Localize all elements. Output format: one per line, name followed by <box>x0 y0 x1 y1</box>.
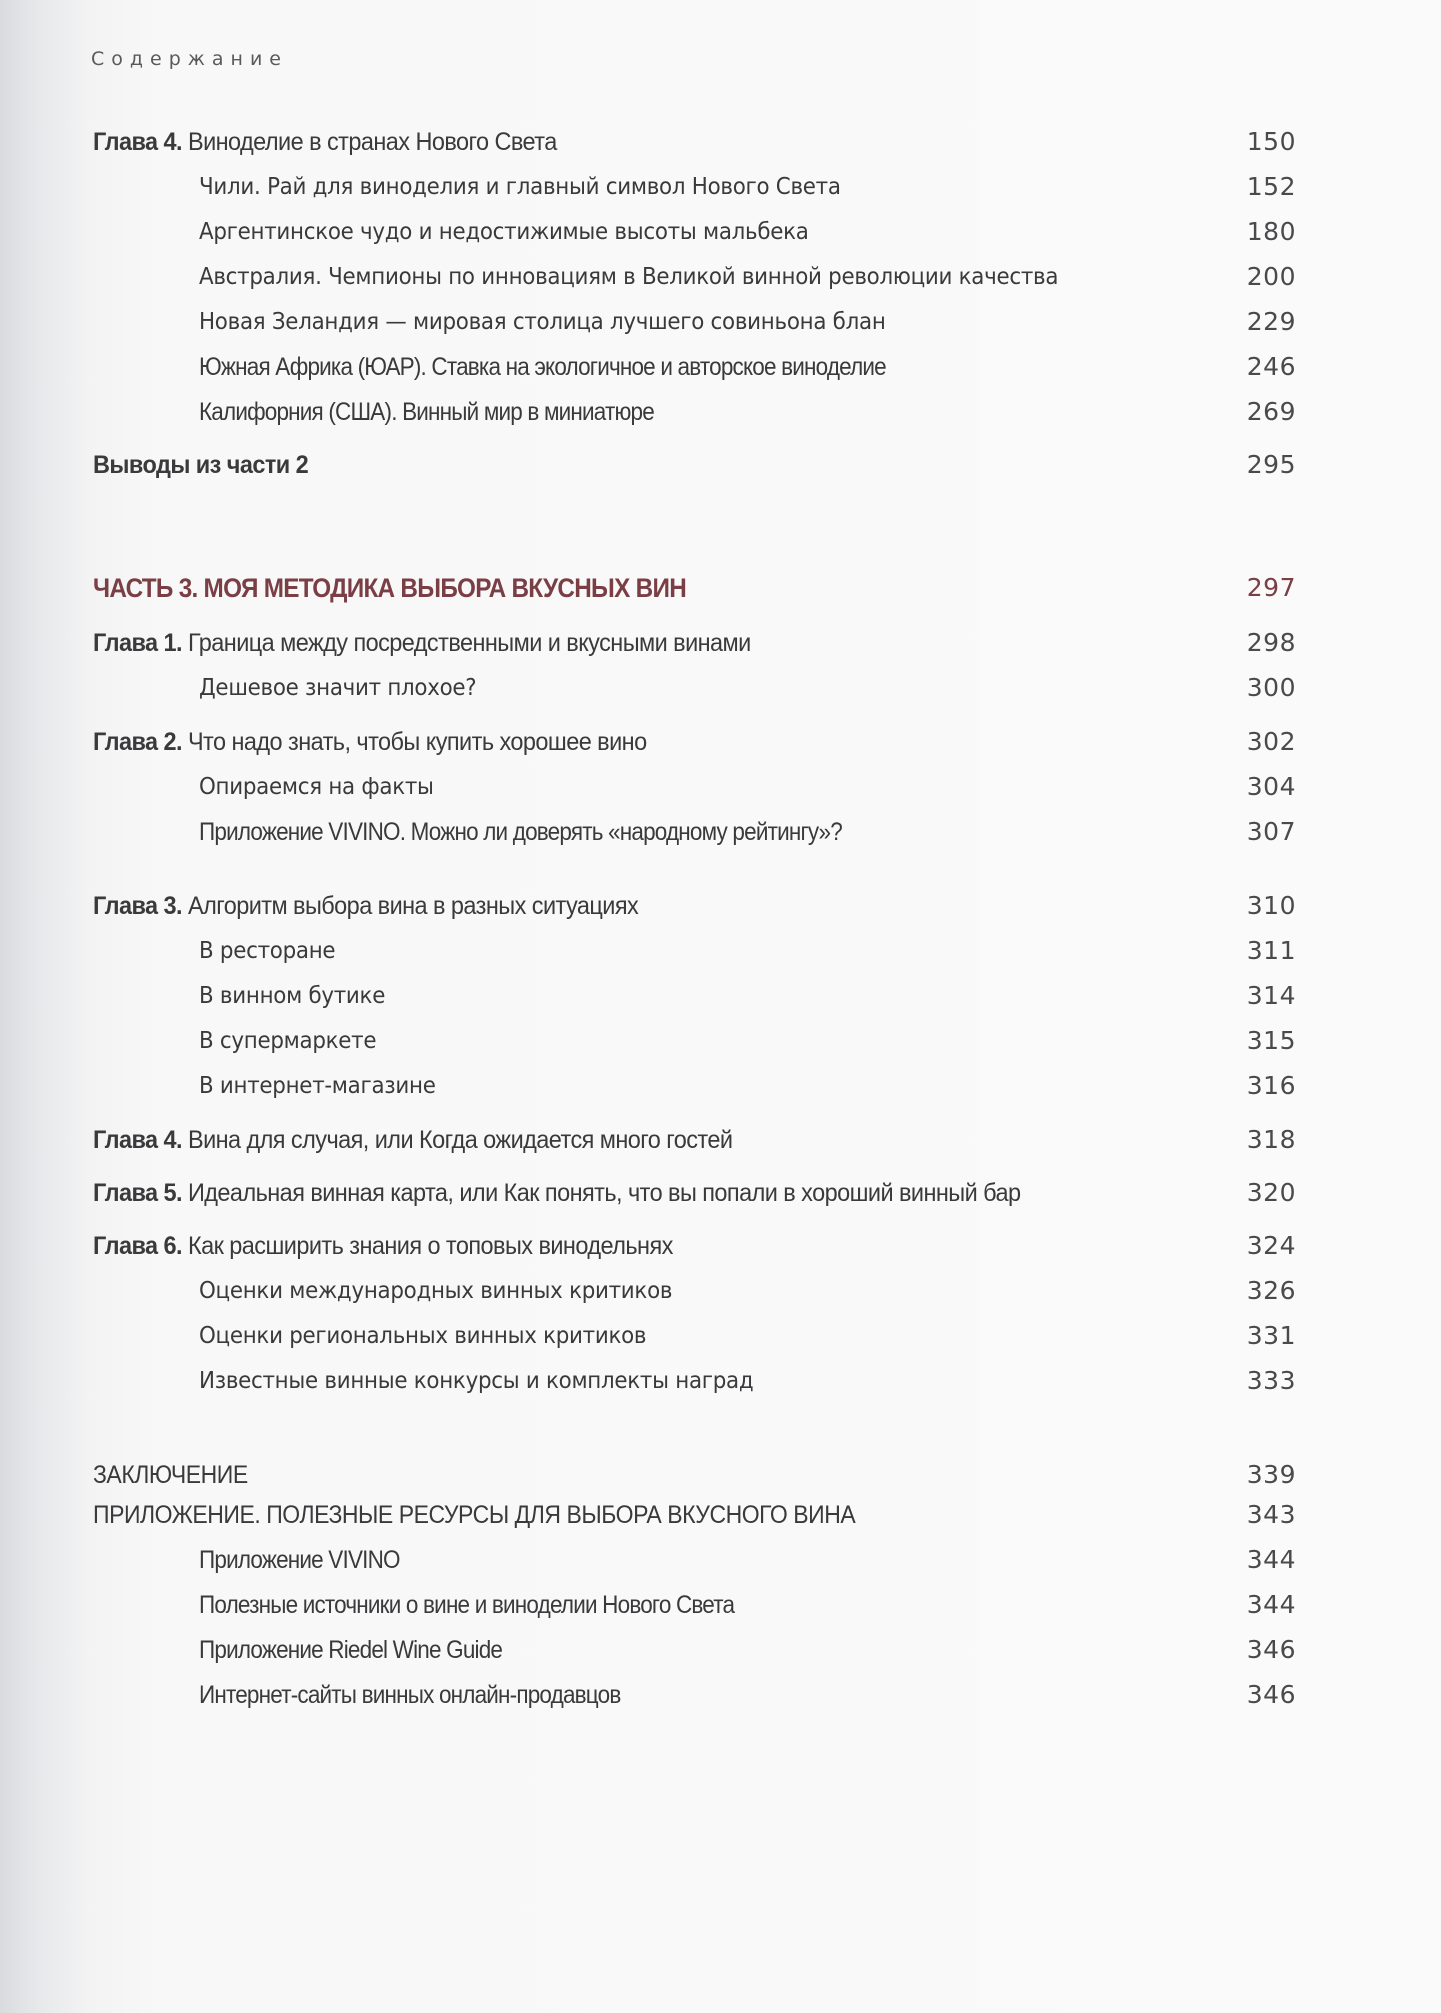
entry-text: Полезные источники о вине и виноделии Нового Света <box>199 1591 735 1619</box>
toc-entry[interactable] <box>0 1068 1441 1104</box>
toc-entry[interactable] <box>0 1542 1441 1578</box>
chapter-label: Глава 4. <box>93 128 182 156</box>
entry-text: В интернет-магазине <box>199 1073 436 1099</box>
toc-entry[interactable] <box>0 394 1441 430</box>
entry-text: Дешевое значит плохое? <box>199 675 477 701</box>
toc-entry-title <box>93 447 308 483</box>
entry-text: Известные винные конкурсы и комплекты наград <box>199 1368 754 1394</box>
toc-entry-title <box>199 1363 753 1399</box>
page-number: 316 <box>1246 1071 1296 1100</box>
toc-entry-title <box>199 1677 620 1713</box>
toc-entry-title <box>199 1587 734 1623</box>
page-number: 333 <box>1246 1366 1296 1395</box>
toc-entry-title <box>199 814 842 850</box>
toc-entry[interactable] <box>0 933 1441 969</box>
entry-text: Интернет-сайты винных онлайн-продавцов <box>199 1681 621 1709</box>
toc-entry-title <box>199 1318 646 1354</box>
toc-entry[interactable] <box>0 814 1441 850</box>
toc-entry-title <box>199 933 335 969</box>
toc-entry[interactable] <box>0 1632 1441 1668</box>
entry-text: В ресторане <box>199 938 336 964</box>
toc-entry[interactable] <box>0 259 1441 295</box>
toc-entry[interactable] <box>0 769 1441 805</box>
entry-text: Приложение VIVINO <box>199 1546 400 1574</box>
toc-entry-title <box>93 1497 855 1533</box>
entry-text: Приложение VIVINO. Можно ли доверять «народному рейтингу»? <box>199 818 842 846</box>
page-number: 314 <box>1246 981 1296 1010</box>
entry-text: Граница между посредственными и вкусными винами <box>187 629 751 657</box>
chapter-label: Глава 4. <box>93 1126 182 1154</box>
entry-text: Вина для случая, или Когда ожидается много гостей <box>187 1126 733 1154</box>
toc-entry-title <box>93 1228 673 1264</box>
toc-entry-title <box>199 670 476 706</box>
entry-text: Приложение Riedel Wine Guide <box>199 1636 503 1664</box>
page-number: 318 <box>1246 1125 1296 1154</box>
page-number: 295 <box>1246 450 1296 479</box>
toc-entry-title <box>199 169 841 205</box>
toc-entry[interactable] <box>0 349 1441 385</box>
toc-entry-title <box>199 1632 502 1668</box>
toc-entry[interactable] <box>0 1122 1441 1158</box>
entry-text: ЗАКЛЮЧЕНИЕ <box>93 1461 248 1489</box>
toc-entry[interactable] <box>0 447 1441 483</box>
page-number: 339 <box>1246 1460 1296 1489</box>
page-number: 324 <box>1246 1231 1296 1260</box>
page-number: 269 <box>1246 397 1296 426</box>
toc-entry-title <box>199 1542 400 1578</box>
entry-text: ЧАСТЬ 3. МОЯ МЕТОДИКА ВЫБОРА ВКУСНЫХ ВИН <box>93 573 687 603</box>
toc-entry-title <box>93 1175 1021 1211</box>
toc-entry[interactable] <box>0 1363 1441 1399</box>
toc-entry[interactable] <box>0 1175 1441 1211</box>
toc-entry[interactable] <box>0 888 1441 924</box>
page-number: 346 <box>1246 1680 1296 1709</box>
toc-entry[interactable] <box>0 169 1441 205</box>
page-number: 229 <box>1246 307 1296 336</box>
entry-text: Алгоритм выбора вина в разных ситуациях <box>187 892 639 920</box>
toc-entry[interactable] <box>0 304 1441 340</box>
entry-text: Как расширить знания о топовых винодельнях <box>187 1232 673 1260</box>
page-number: 343 <box>1246 1500 1296 1529</box>
toc-entry-title <box>93 570 686 606</box>
toc-entry-title <box>199 214 809 250</box>
toc-entry[interactable] <box>0 724 1441 760</box>
toc-entry[interactable] <box>0 1023 1441 1059</box>
page-number: 302 <box>1246 727 1296 756</box>
page-number: 310 <box>1246 891 1296 920</box>
toc-entry-title <box>199 978 385 1014</box>
entry-text: В винном бутике <box>199 983 386 1009</box>
toc-entry-title <box>93 1122 732 1158</box>
page-number: 315 <box>1246 1026 1296 1055</box>
toc-entry-title <box>199 1068 436 1104</box>
toc-entry-title <box>199 1023 376 1059</box>
chapter-label: Глава 2. <box>93 728 182 756</box>
toc-part-heading[interactable] <box>0 570 1441 606</box>
entry-text: Южная Африка (ЮАР). Ставка на экологичное и авторское виноделие <box>199 353 886 381</box>
entry-text: Идеальная винная карта, или Как понять, что вы попали в хороший винный бар <box>187 1179 1021 1207</box>
page-number: 200 <box>1246 262 1296 291</box>
toc-entry[interactable] <box>0 670 1441 706</box>
toc-entry-title <box>199 394 654 430</box>
page-number: 320 <box>1246 1178 1296 1207</box>
page-number: 307 <box>1246 817 1296 846</box>
page-number: 150 <box>1246 127 1296 156</box>
toc-entry[interactable] <box>0 1677 1441 1713</box>
page-number: 246 <box>1246 352 1296 381</box>
entry-text: Австралия. Чемпионы по инновациям в Великой винной революции качества <box>199 264 1059 290</box>
page-number: 152 <box>1246 172 1296 201</box>
toc-entry[interactable] <box>0 1228 1441 1264</box>
toc-entry-title <box>199 259 1058 295</box>
entry-text: Новая Зеландия — мировая столица лучшего совиньона блан <box>199 309 886 335</box>
toc-entry[interactable] <box>0 1497 1441 1533</box>
entry-text: Опираемся на факты <box>199 774 434 800</box>
toc-entry-title <box>93 124 557 160</box>
page-number: 297 <box>1246 573 1296 602</box>
toc-entry[interactable] <box>0 978 1441 1014</box>
running-head: Содержание <box>91 48 288 70</box>
toc-entry-title <box>199 769 434 805</box>
entry-text: Виноделие в странах Нового Света <box>187 128 557 156</box>
entry-text: Что надо знать, чтобы купить хорошее вино <box>187 728 647 756</box>
toc-entry-title <box>199 349 886 385</box>
chapter-label: Глава 6. <box>93 1232 182 1260</box>
entry-text: Аргентинское чудо и недостижимые высоты мальбека <box>199 219 809 245</box>
entry-text: ПРИЛОЖЕНИЕ. ПОЛЕЗНЫЕ РЕСУРСЫ ДЛЯ ВЫБОРА ВКУСНОГО ВИНА <box>93 1501 856 1529</box>
toc-entry[interactable] <box>0 1587 1441 1623</box>
toc-entry-title <box>93 625 751 661</box>
chapter-label: Глава 3. <box>93 892 182 920</box>
toc-entry-title <box>93 888 638 924</box>
toc-entry[interactable] <box>0 1318 1441 1354</box>
entry-text: Чили. Рай для виноделия и главный символ Нового Света <box>199 174 841 200</box>
page-number: 344 <box>1246 1590 1296 1619</box>
page-number: 344 <box>1246 1545 1296 1574</box>
page-number: 311 <box>1246 936 1296 965</box>
page-number: 346 <box>1246 1635 1296 1664</box>
entry-text: В супермаркете <box>199 1028 377 1054</box>
page-number: 180 <box>1246 217 1296 246</box>
page-number: 331 <box>1246 1321 1296 1350</box>
toc-entry-title <box>93 724 647 760</box>
page-number: 326 <box>1246 1276 1296 1305</box>
page-number: 304 <box>1246 772 1296 801</box>
toc-entry-title <box>93 1457 248 1493</box>
entry-text: Оценки международных винных критиков <box>199 1278 673 1304</box>
chapter-label: Глава 5. <box>93 1179 182 1207</box>
entry-text: Калифорния (США). Винный мир в миниатюре <box>199 398 654 426</box>
entry-text: Оценки региональных винных критиков <box>199 1323 647 1349</box>
toc-entry[interactable] <box>0 124 1441 160</box>
chapter-label: Глава 1. <box>93 629 182 657</box>
toc-entry[interactable] <box>0 1457 1441 1493</box>
page-number: 300 <box>1246 673 1296 702</box>
toc-entry-title <box>199 1273 672 1309</box>
toc-entry[interactable] <box>0 214 1441 250</box>
entry-text: Выводы из части 2 <box>93 451 309 479</box>
toc-entry-title <box>199 304 886 340</box>
page-number: 298 <box>1246 628 1296 657</box>
toc-entry[interactable] <box>0 625 1441 661</box>
toc-entry[interactable] <box>0 1273 1441 1309</box>
